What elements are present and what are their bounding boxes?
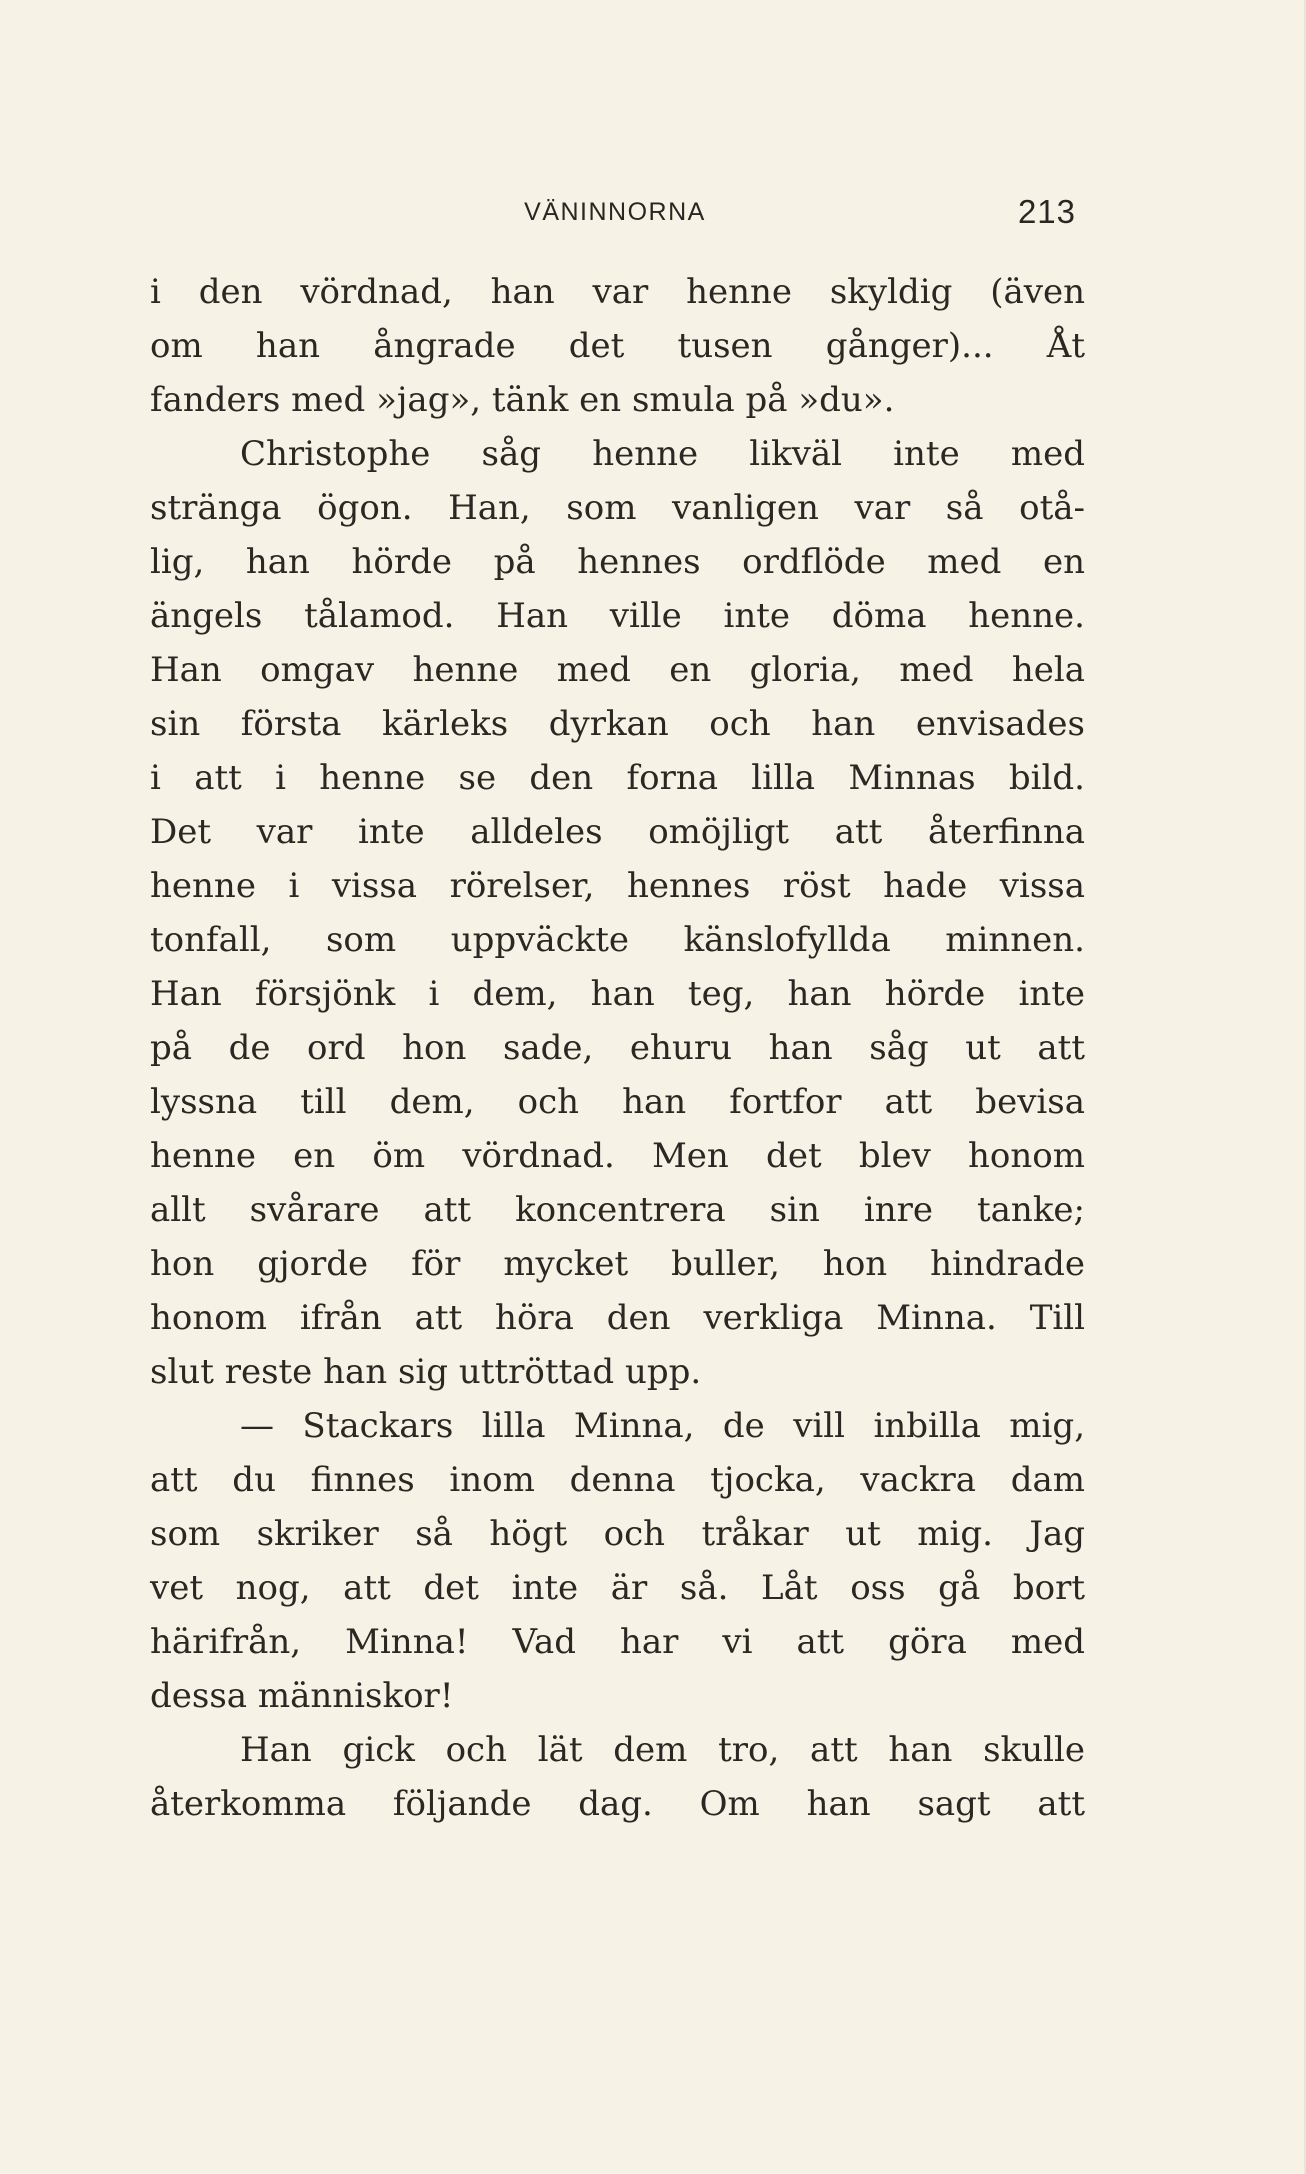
text-line: i att i henne se den forna lilla Minnas bild. — [150, 758, 1085, 798]
text-line: återkomma följande dag. Om han sagt att — [150, 1784, 1085, 1824]
text-line: dessa människor! — [150, 1676, 454, 1716]
text-line: fanders med »jag», tänk en smula på »du». — [150, 380, 895, 420]
text-line: — Stackars lilla Minna, de vill inbilla mig, — [240, 1406, 1085, 1446]
running-head: VÄNINNORNA — [524, 198, 706, 226]
text-line: i den vördnad, han var henne skyldig (även — [150, 272, 1085, 312]
text-line: härifrån, Minna! Vad har vi att göra med — [150, 1622, 1085, 1662]
text-line: hon gjorde för mycket buller, hon hindrade — [150, 1244, 1085, 1284]
text-line: henne i vissa rörelser, hennes röst hade vissa — [150, 866, 1085, 906]
text-line: stränga ögon. Han, som vanligen var så otå- — [150, 488, 1085, 528]
page-number: 213 — [1017, 193, 1076, 230]
body-text — [150, 265, 1085, 1831]
text-line: ängels tålamod. Han ville inte döma henne. — [150, 596, 1085, 636]
text-line: att du finnes inom denna tjocka, vackra dam — [150, 1460, 1085, 1500]
text-line: Christophe såg henne likväl inte med — [240, 434, 1085, 474]
text-line: om han ångrade det tusen gånger)... Åt — [150, 326, 1085, 366]
text-line: vet nog, att det inte är så. Låt oss gå bort — [150, 1568, 1085, 1608]
text-line: honom ifrån att höra den verkliga Minna. Till — [150, 1298, 1085, 1338]
text-line: lig, han hörde på hennes ordflöde med en — [150, 542, 1085, 582]
text-line: Han försjönk i dem, han teg, han hörde inte — [150, 974, 1085, 1014]
text-line: allt svårare att koncentrera sin inre tanke; — [150, 1190, 1085, 1230]
text-line: tonfall, som uppväckte känslofyllda minnen. — [150, 920, 1085, 960]
text-line: slut reste han sig uttröttad upp. — [150, 1352, 702, 1392]
page-header — [150, 190, 1080, 240]
text-line: som skriker så högt och tråkar ut mig. Jag — [150, 1514, 1085, 1554]
text-line: henne en öm vördnad. Men det blev honom — [150, 1136, 1085, 1176]
text-line: lyssna till dem, och han fortfor att bevisa — [150, 1082, 1085, 1122]
text-line: Han omgav henne med en gloria, med hela — [150, 650, 1085, 690]
text-line: Det var inte alldeles omöjligt att återfinna — [150, 812, 1085, 852]
text-line: Han gick och lät dem tro, att han skulle — [240, 1730, 1085, 1770]
text-line: sin första kärleks dyrkan och han envisades — [150, 704, 1085, 744]
text-line: på de ord hon sade, ehuru han såg ut att — [150, 1028, 1085, 1068]
